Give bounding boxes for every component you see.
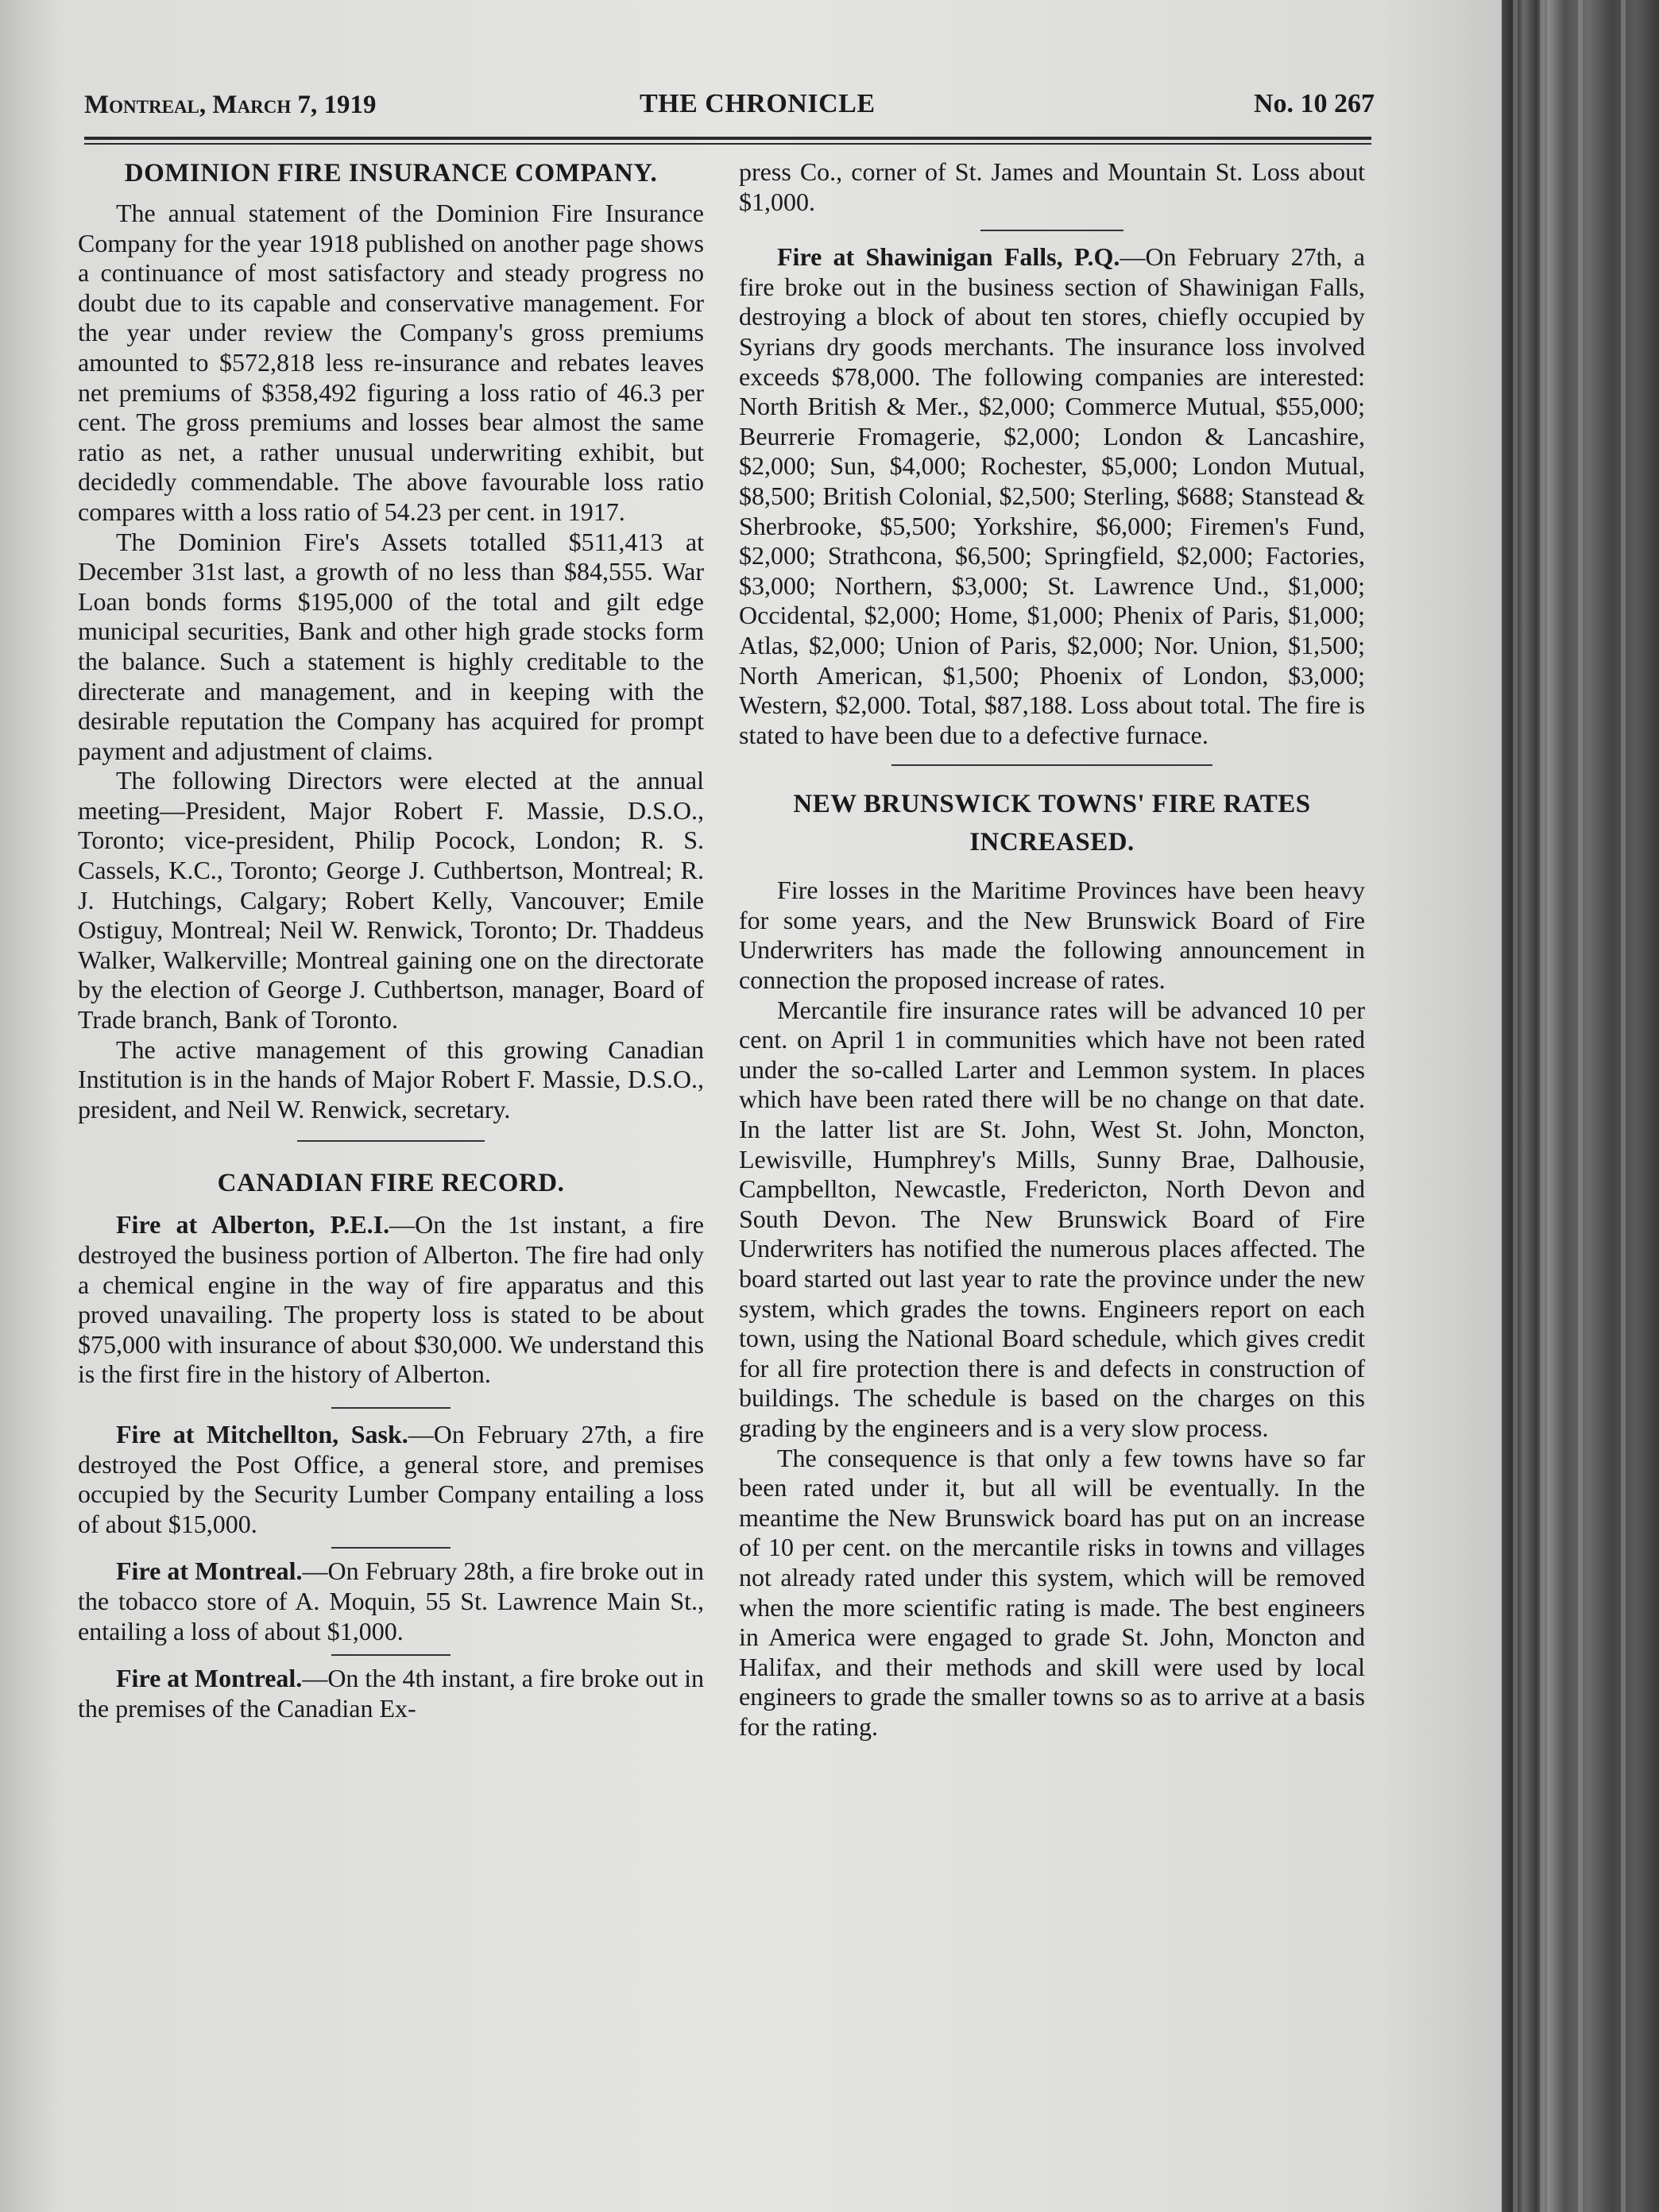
title-line: INCREASED. bbox=[969, 828, 1135, 857]
paragraph: The Dominion Fire's Assets totalled $511,413 at December 31st last, a growth of no less than $84,555. War Loan bonds forms $195,000 of the total and gilt edge municipal securities, Bank and other high grade stocks form the balance. Such a statement is highly creditable to the directerate and management, and in keeping with the desirable reputation the Company has acquired for prompt payment and adjustment of claims. bbox=[78, 527, 704, 765]
section-divider bbox=[331, 1654, 451, 1656]
paragraph: The following Directors were elected at the annual meeting—President, Major Robert F. Massie, D.S.O., Toronto; vice-president, Philip Pocock, London; R. S. Cassels, K.C., Toronto; George J. Cuthbertson, Montreal; R. J. Hutchings, Calgary; Robert Kelly, Vancouver; Emile Ostiguy, Montreal; Neil W. Renwick, Toronto; Dr. Thaddeus Walker, Walkerville; Montreal gaining one on the directorate by the election of George J. Cuthbertson, manager, Board of Trade branch, Bank of Toronto. bbox=[78, 766, 704, 1034]
article-title-new-brunswick bbox=[739, 785, 1365, 861]
header-page-number: No. 10 267 bbox=[1253, 89, 1375, 118]
report-body: —On the 1st instant, a fire destroyed the business portion of Alberton. The fire had only a chemical engine in the way of fire apparatus and this proved unavailing. The property loss is stated to be about $75,000 with insurance of about $30,000. We understand this is the first fire in the history of Alberton. bbox=[78, 1210, 705, 1389]
binding-stripe bbox=[1621, 0, 1626, 2212]
paragraph: The consequence is that only a few towns have so far been rated under it, but all will be eventually. In the meantime the New Brunswick board has put on an increase of 10 per cent. on the mercantile risks in towns and villages not already rated under this system, which will be removed when the more scientific rating is made. The best engineers in America were engaged to grade St. John, Moncton and Halifax, and their methods and skill were used by local engineers to grade the smaller towns so as to arrive at a basis for the rating. bbox=[739, 1443, 1365, 1741]
section-title-fire-record: CANADIAN FIRE RECORD. bbox=[217, 1169, 565, 1198]
header-rule bbox=[84, 143, 1371, 145]
paragraph: The active management of this growing Canadian Institution is in the hands of Major Robert F. Massie, D.S.O., president, and Neil W. Renwick, secretary. bbox=[78, 1034, 704, 1123]
header-publication: THE CHRONICLE bbox=[640, 89, 876, 118]
report-body: —On February 27th, a fire broke out in the business section of Shawinigan Falls, destroying a block of about ten stores, chiefly occupied by Syrians dry goods merchants. The insurance loss involved exceeds $78,000. The following companies are interested: North British & Mer., $2,000; Commerce Mutual, $55,000; Beurrerie Fromagerie, $2,000; London & Lancashire, $2,000; Sun, $4,000; Rochester, $5,000; London Mutual, $8,500; British Colonial, $2,500; Sterling, $688; Stanstead & Sherbrooke, $5,500; Yorkshire, $6,000; Firemen's Fund, $2,000; Strathcona, $6,500; Springfield, $2,000; Factories, $3,000; Northern, $3,000; St. Lawrence Und., $1,000; Occidental, $2,000; Home, $1,000; Phenix of Paris, $1,000; Atlas, $2,000; Union of Paris, $2,000; Nor. Union, $1,500; North American, $1,500; Phoenix of London, $3,000; Western, $2,000. Total, $87,188. Loss about total. The fire is stated to have been due to a defective furnace. bbox=[739, 242, 1366, 749]
report-heading: Fire at Mitchellton, Sask. bbox=[116, 1419, 408, 1448]
report-body: —On February 28th, a fire broke out in the tobacco store of A. Moquin, 55 St. Lawrence Main St., entailing a loss of about $1,000. bbox=[78, 1557, 705, 1645]
title-line: NEW BRUNSWICK TOWNS' FIRE RATES bbox=[793, 790, 1311, 819]
book-binding bbox=[1502, 0, 1659, 2212]
fire-report-montreal-2-continued: press Co., corner of St. James and Mountain St. Loss about $1,000. bbox=[739, 157, 1365, 216]
right-column bbox=[739, 157, 1365, 1742]
binding-stripe bbox=[1540, 0, 1545, 2212]
fire-report-alberton bbox=[78, 1210, 704, 1390]
binding-stripe bbox=[1513, 0, 1518, 2212]
report-heading: Fire at Montreal. bbox=[116, 1557, 303, 1586]
section-divider bbox=[331, 1547, 451, 1549]
article-title-dominion: DOMINION FIRE INSURANCE COMPANY. bbox=[124, 159, 658, 188]
section-divider bbox=[980, 230, 1123, 231]
paragraph: The annual statement of the Dominion Fire Insurance Company for the year 1918 published on another page shows a continuance of most satisfactory and steady progress no doubt due to its capable and conservative management. For the year under review the Company's gross premiums amounted to $572,818 less re-insurance and rebates leaves net premiums of $358,492 figuring a loss ratio of 46.3 per cent. The gross premiums and losses bear almost the same ratio as net, a rather unusual underwriting exhibit, but decidedly commendable. The above favourable loss ratio compares witth a loss ratio of 54.23 per cent. in 1917. bbox=[78, 199, 704, 526]
section-divider bbox=[891, 764, 1212, 766]
paragraph: Fire losses in the Maritime Provinces have been heavy for some years, and the New Brunswick Board of Fire Underwriters has made the following announcement in connection the proposed increase of rates. bbox=[739, 876, 1365, 995]
binding-stripe bbox=[1578, 0, 1583, 2212]
report-heading: Fire at Montreal. bbox=[116, 1664, 303, 1693]
fire-report-shawinigan bbox=[739, 242, 1365, 750]
report-heading: Fire at Shawinigan Falls, P.Q. bbox=[777, 242, 1120, 272]
header-date: Montreal, March 7, 1919 bbox=[84, 91, 377, 119]
paragraph: Mercantile fire insurance rates will be advanced 10 per cent. on April 1 in communities which have not been rated under the so-called Larter and Lemmon system. In places which have been rated there will be no change on that date. In the latter list are St. John, West St. John, Moncton, Lewisville, Humphrey's Mills, Sunny Brae, Dalhousie, Campbellton, Newcastle, Fredericton, North Devon and South Devon. The New Brunswick Board of Fire Underwriters has notified the numerous places affected. The board started out last year to rate the province under the new system, which grades the towns. Engineers report on each town, using the National Board schedule, which gives credit for all fire protection there is and defects in construction of buildings. The schedule is based on the charges on this grading by the engineers and is a very slow process. bbox=[739, 995, 1365, 1442]
running-header bbox=[79, 86, 1376, 122]
section-divider bbox=[297, 1140, 485, 1142]
fire-report-mitchellton bbox=[78, 1420, 704, 1539]
fire-report-montreal-2 bbox=[78, 1664, 704, 1723]
report-heading: Fire at Alberton, P.E.I. bbox=[116, 1210, 390, 1239]
left-column bbox=[78, 156, 704, 1723]
section-divider bbox=[331, 1407, 451, 1409]
fire-report-montreal-1 bbox=[78, 1557, 704, 1646]
report-body: —On the 4th instant, a fire broke out in the premises of the Canadian Ex- bbox=[78, 1664, 705, 1723]
header-rule bbox=[84, 137, 1371, 140]
report-body: —On February 27th, a fire destroyed the Post Office, a general store, and premises occupied by the Security Lumber Company entailing a loss of about $15,000. bbox=[78, 1419, 704, 1538]
